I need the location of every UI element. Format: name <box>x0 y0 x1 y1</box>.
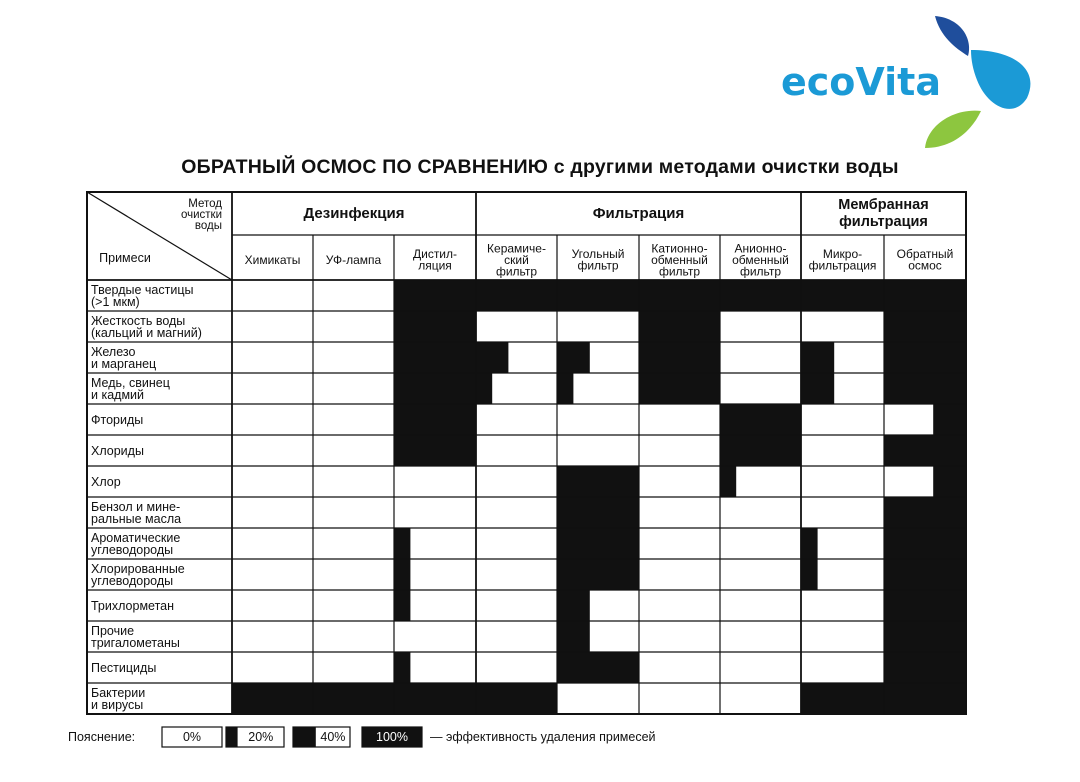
cell-fill <box>801 342 834 373</box>
cell-fill <box>801 528 818 559</box>
cell-fill <box>639 342 720 373</box>
cell-fill <box>639 373 720 404</box>
cell-fill <box>394 559 410 590</box>
row-label: углеводороды <box>91 543 174 557</box>
row-label: Хлорированные <box>91 562 185 576</box>
row-label: углеводороды <box>91 574 174 588</box>
column-header: фильтрация <box>808 258 877 273</box>
legend-label: 100% <box>376 730 408 744</box>
cell-fill <box>394 652 410 683</box>
column-header: ский <box>504 252 529 267</box>
row-label: и кадмий <box>91 388 145 402</box>
cell-fill <box>394 683 476 714</box>
row-label: и вирусы <box>91 698 144 712</box>
row-label: Медь, свинец <box>91 376 170 390</box>
cell-fill <box>884 373 966 404</box>
row-label: Бактерии <box>91 686 146 700</box>
group-header: фильтрация <box>839 214 928 230</box>
row-label: Бензол и мине- <box>91 500 181 514</box>
cell-fill <box>557 342 590 373</box>
column-header: обменный <box>651 252 708 267</box>
row-label: Трихлорметан <box>91 599 175 613</box>
cell-fill <box>557 590 590 621</box>
corner-method-label: Метод <box>188 198 222 210</box>
cell-fill <box>394 342 476 373</box>
cell-fill <box>557 497 639 528</box>
cell-fill <box>313 683 394 714</box>
cell-fill <box>476 683 557 714</box>
cell-fill <box>394 280 476 311</box>
cell-fill <box>801 280 884 311</box>
column-header: Угольный <box>571 247 625 262</box>
legend-label: 40% <box>320 730 346 744</box>
row-label: Железо <box>91 345 136 359</box>
cell-fill <box>394 528 410 559</box>
cell-fill <box>639 311 720 342</box>
cell-fill <box>801 559 818 590</box>
column-header: осмос <box>908 258 942 273</box>
column-header: фильтр <box>739 264 782 279</box>
cell-fill <box>884 652 966 683</box>
cell-fill <box>884 342 966 373</box>
column-header: Керамиче- <box>487 241 546 256</box>
cell-fill <box>884 590 966 621</box>
chart-title: ОБРАТНЫЙ ОСМОС ПО СРАВНЕНИЮ с другими методами очистки воды <box>181 156 899 178</box>
column-header: Микро- <box>822 247 863 262</box>
cell-fill <box>639 280 720 311</box>
legend-title: Пояснение: <box>68 730 136 744</box>
cell-fill <box>933 404 966 435</box>
column-header: фильтр <box>577 258 619 273</box>
row-label: Ароматические <box>91 531 181 545</box>
row-label: (>1 мкм) <box>91 295 140 309</box>
row-label: и марганец <box>91 357 157 371</box>
cell-fill <box>232 683 313 714</box>
group-header: Дезинфекция <box>303 205 405 222</box>
cell-fill <box>557 466 639 497</box>
legend-label: 0% <box>182 730 202 744</box>
cell-fill <box>884 435 966 466</box>
cell-fill <box>884 497 966 528</box>
cell-fill <box>720 466 736 497</box>
row-label: тригалометаны <box>91 636 180 650</box>
cell-fill <box>720 435 801 466</box>
row-label: ральные масла <box>91 512 182 526</box>
cell-fill <box>394 373 476 404</box>
corner-impurity-label: Примеси <box>99 251 151 265</box>
logo-text: ecoVita <box>781 60 941 104</box>
legend-label: 20% <box>248 730 274 744</box>
column-header: обменный <box>732 252 789 267</box>
column-header: Химикаты <box>244 252 301 267</box>
row-label: Хлориды <box>91 444 144 458</box>
row-label: Твердые частицы <box>91 283 194 297</box>
cell-fill <box>557 559 639 590</box>
column-header: Обратный <box>896 247 954 262</box>
cell-fill <box>933 466 966 497</box>
cell-fill <box>720 404 801 435</box>
column-header: фильтр <box>658 264 701 279</box>
cell-fill <box>801 373 834 404</box>
cell-fill <box>557 621 590 652</box>
cell-fill <box>557 373 573 404</box>
cell-fill <box>394 404 476 435</box>
cell-fill <box>884 528 966 559</box>
row-label: Фториды <box>91 413 144 427</box>
cell-fill <box>884 280 966 311</box>
legend-caption: — эффективность удаления примесей <box>430 730 656 744</box>
cell-fill <box>476 280 557 311</box>
column-header: Дистил- <box>412 247 458 262</box>
cell-fill <box>884 311 966 342</box>
group-header: Фильтрация <box>592 205 685 222</box>
column-header: Анионно- <box>734 241 787 256</box>
cell-fill <box>394 311 476 342</box>
cell-fill <box>884 683 966 714</box>
cell-fill <box>394 435 476 466</box>
cell-fill <box>884 621 966 652</box>
cell-fill <box>557 280 639 311</box>
cell-fill <box>801 683 884 714</box>
column-header: Катионно- <box>651 241 708 256</box>
column-header: ляция <box>418 258 452 273</box>
row-label: Жесткость воды <box>91 314 186 328</box>
row-label: Пестициды <box>91 661 157 675</box>
cell-fill <box>394 590 410 621</box>
cell-fill <box>557 528 639 559</box>
row-label: Хлор <box>91 475 121 489</box>
cell-fill <box>476 373 492 404</box>
column-header: УФ-лампа <box>325 252 382 267</box>
cell-fill <box>884 559 966 590</box>
corner-method-label: воды <box>194 220 222 232</box>
cell-fill <box>557 652 639 683</box>
legend-swatch-fill <box>226 727 238 747</box>
legend-swatch-fill <box>293 727 316 747</box>
row-label: Прочие <box>91 624 135 638</box>
corner-method-label: очистки <box>180 209 222 221</box>
cell-fill <box>476 342 508 373</box>
cell-fill <box>720 280 801 311</box>
row-label: (кальций и магний) <box>91 326 202 340</box>
column-header: фильтр <box>495 264 538 279</box>
group-header: Мембранная <box>838 197 929 213</box>
